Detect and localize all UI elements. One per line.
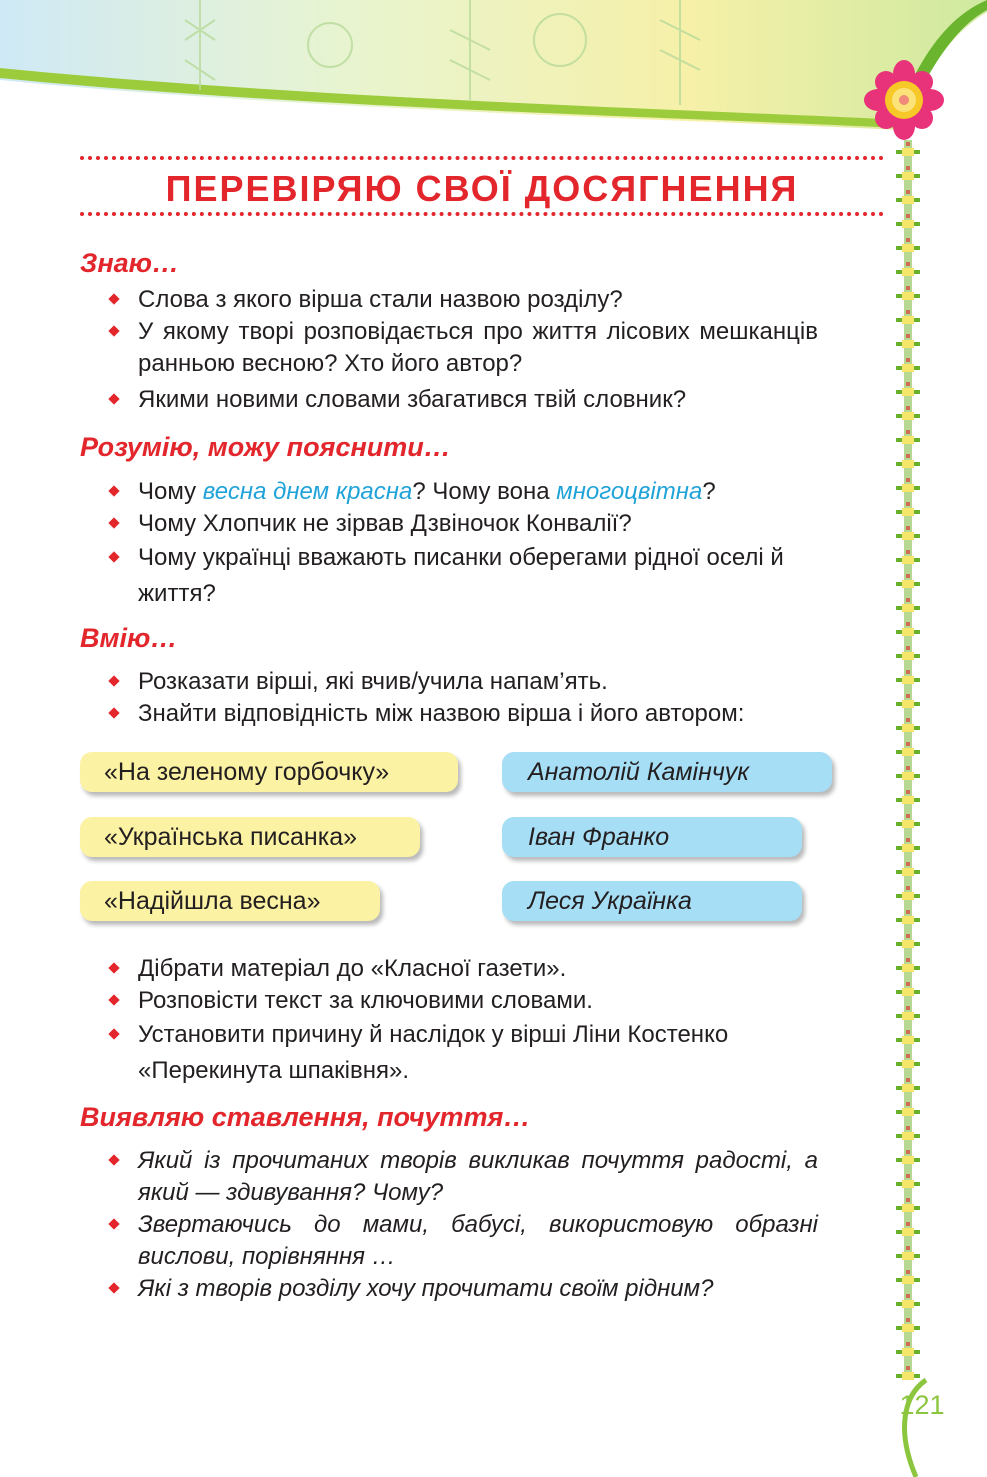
- embroidery-border: [893, 140, 923, 1380]
- page-number: 121: [899, 1390, 945, 1420]
- red-diamond-bullet-icon: [108, 994, 119, 1005]
- red-diamond-bullet-icon: [108, 485, 119, 496]
- can-list-2: [110, 953, 818, 1089]
- list-item: Установити причину й наслідок у вірші Ліни Костенко «Перекинута шпаківня».: [110, 1017, 818, 1089]
- red-diamond-bullet-icon: [108, 1218, 119, 1229]
- author-card[interactable]: Анатолій Камінчук: [502, 752, 832, 792]
- list-item: Якими новими словами збагатився твій словник?: [110, 384, 818, 416]
- list-item: Який із прочитаних творів викликав почуття радості, а який — здивування? Чому?: [110, 1145, 818, 1209]
- list-item: Розказати вірші, які вчив/учила напам’ять.: [110, 666, 818, 698]
- know-list: [110, 284, 818, 416]
- author-card[interactable]: Іван Франко: [502, 817, 802, 857]
- red-diamond-bullet-icon: [108, 675, 119, 686]
- flower-icon: [862, 58, 946, 142]
- red-diamond-bullet-icon: [108, 517, 119, 528]
- author-card[interactable]: Леся Українка: [502, 881, 802, 921]
- attitude-list: [110, 1145, 818, 1305]
- list-item: Знайти відповідність між назвою вірша і його автором:: [110, 698, 818, 730]
- list-item: Звертаючись до мами, бабусі, використовую образні вислови, порівняння …: [110, 1209, 818, 1273]
- section-heading-know: Знаю…: [80, 248, 180, 278]
- section-heading-can: Вмію…: [80, 623, 178, 653]
- list-item: Слова з якого вірша стали назвою розділу?: [110, 284, 818, 316]
- list-item: Які з творів розділу хочу прочитати своїм рідним?: [110, 1273, 818, 1305]
- list-item: У якому творі розповідається про життя лісових мешканців ранньою весною? Хто його автор?: [110, 316, 818, 380]
- section-heading-understand: Розумію, можу пояснити…: [80, 432, 451, 462]
- understand-list: [110, 476, 818, 612]
- page-title: ПЕРЕВІРЯЮ СВОЇ ДОСЯГНЕННЯ: [165, 168, 799, 209]
- title-dotted-line-top: [80, 156, 884, 160]
- list-item: Чому весна днем красна? Чому вона многоцвітна?: [110, 476, 818, 508]
- page-number-curve: [886, 1370, 987, 1477]
- red-diamond-bullet-icon: [108, 393, 119, 404]
- poem-card[interactable]: «Надійшла весна»: [80, 881, 380, 921]
- red-diamond-bullet-icon: [108, 551, 119, 562]
- can-list: [110, 666, 818, 730]
- list-item: Розповісти текст за ключовими словами.: [110, 985, 818, 1017]
- red-diamond-bullet-icon: [108, 1282, 119, 1293]
- red-diamond-bullet-icon: [108, 1028, 119, 1039]
- highlighted-phrase: весна днем красна: [202, 478, 413, 505]
- red-diamond-bullet-icon: [108, 707, 119, 718]
- red-diamond-bullet-icon: [108, 1154, 119, 1165]
- title-dotted-line-bottom: [80, 212, 884, 216]
- red-diamond-bullet-icon: [108, 325, 119, 336]
- poem-card[interactable]: «Українська писанка»: [80, 817, 420, 857]
- poem-card[interactable]: «На зеленому горбочку»: [80, 752, 458, 792]
- highlighted-phrase: многоцвітна: [556, 478, 703, 505]
- list-item: Чому українці вважають писанки оберегами рідної оселі й життя?: [110, 540, 818, 612]
- list-item: Дібрати матеріал до «Класної газети».: [110, 953, 818, 985]
- red-diamond-bullet-icon: [108, 293, 119, 304]
- section-heading-attitude: Виявляю ставлення, почуття…: [80, 1102, 531, 1132]
- decorative-banner: [0, 0, 987, 140]
- red-diamond-bullet-icon: [108, 962, 119, 973]
- list-item: Чому Хлопчик не зірвав Дзвіночок Конвалії?: [110, 508, 818, 540]
